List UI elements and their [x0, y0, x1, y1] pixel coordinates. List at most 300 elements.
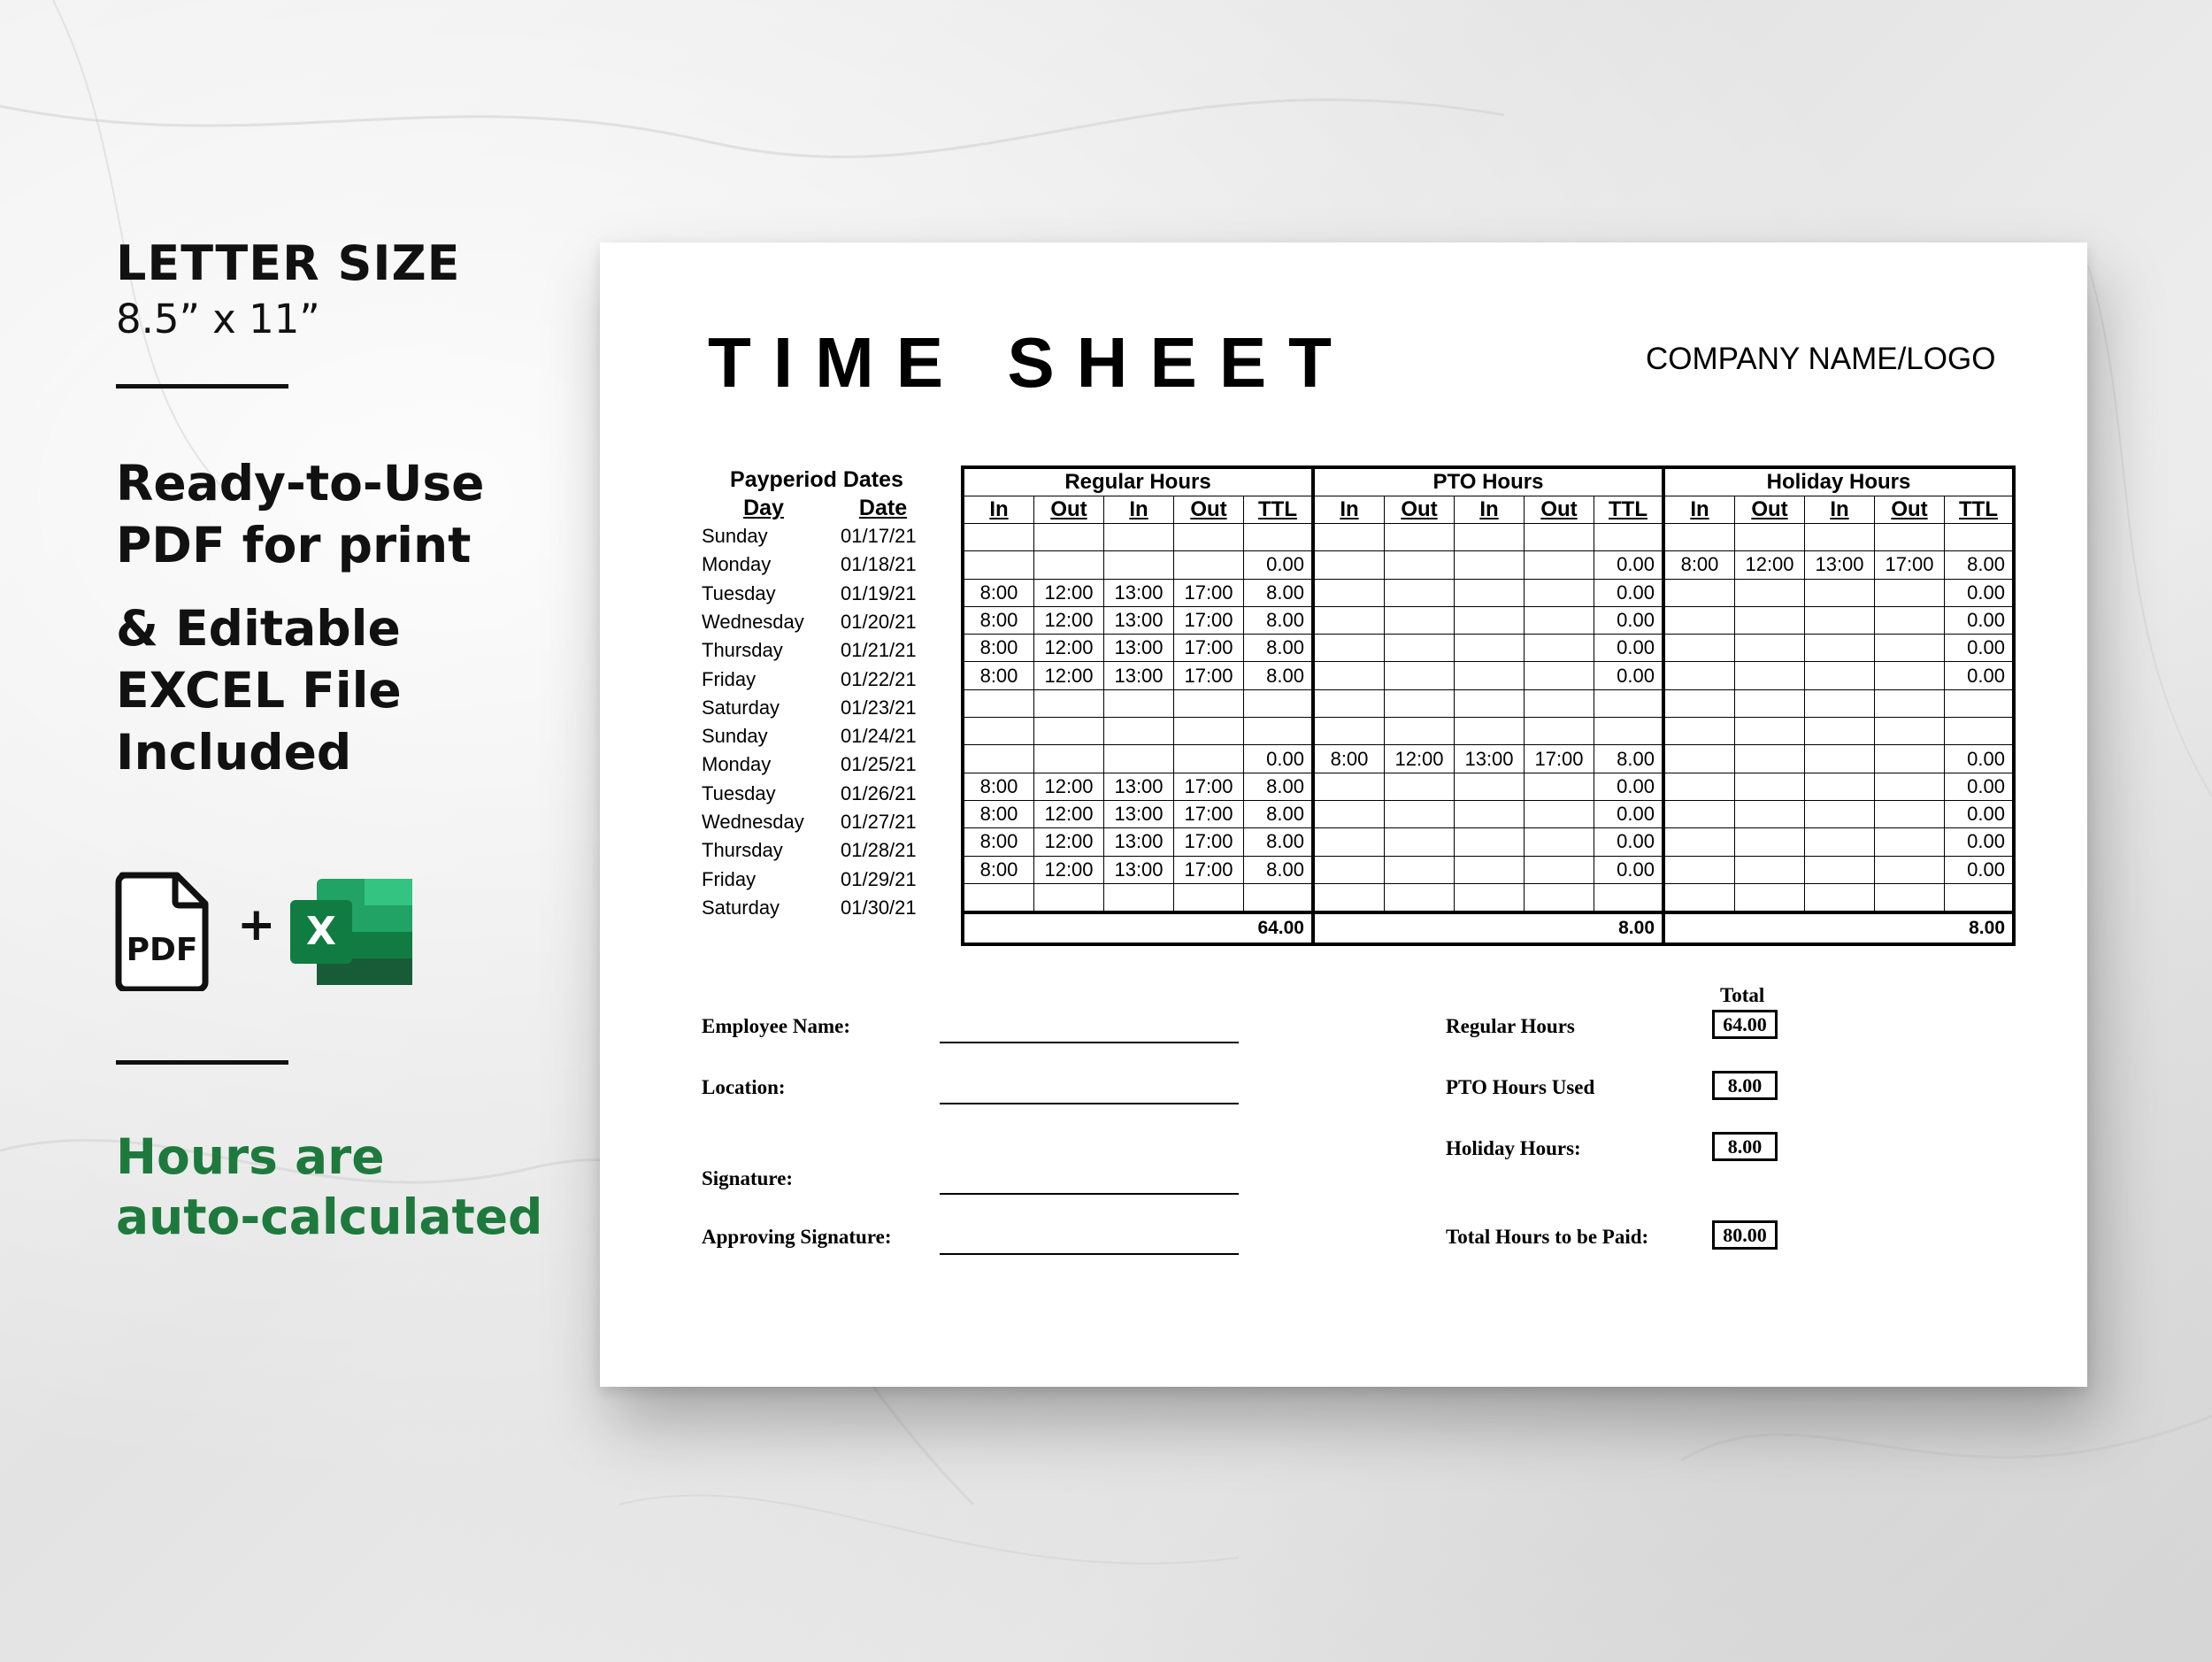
hours-cell[interactable]	[1663, 606, 1735, 634]
hours-cell[interactable]	[1313, 773, 1385, 800]
hours-cell[interactable]	[963, 689, 1034, 717]
day-row	[702, 694, 932, 722]
hours-cell[interactable]: 0.00	[1594, 606, 1664, 634]
file-format-icons	[113, 872, 432, 996]
hours-cell[interactable]: 12:00	[1034, 800, 1104, 827]
hours-cell[interactable]	[1735, 524, 1805, 551]
hours-cell[interactable]	[1313, 662, 1385, 689]
hours-cell[interactable]	[1313, 606, 1385, 634]
hours-cell[interactable]	[1525, 689, 1594, 717]
hours-cell[interactable]	[1034, 718, 1104, 745]
hours-cell[interactable]	[1875, 856, 1945, 883]
hours-cell[interactable]	[1875, 606, 1945, 634]
hours-cell[interactable]	[1735, 745, 1805, 773]
hours-cell[interactable]	[1945, 883, 2015, 912]
hours-cell[interactable]	[1525, 800, 1594, 827]
feature-line: EXCEL File	[116, 662, 402, 719]
hours-cell[interactable]: 17:00	[1875, 551, 1945, 579]
column-header: Out	[1875, 496, 1945, 524]
hours-cell[interactable]	[1034, 524, 1104, 551]
hours-cell[interactable]: 8:00	[963, 606, 1034, 634]
hours-cell[interactable]	[1735, 800, 1805, 827]
hours-cell[interactable]: 17:00	[1174, 606, 1244, 634]
column-header: TTL	[1594, 496, 1664, 524]
day-cell: Thursday	[702, 839, 783, 862]
hours-cell[interactable]	[1805, 689, 1875, 717]
hours-cell[interactable]	[1525, 662, 1594, 689]
hours-cell[interactable]: 0.00	[1945, 606, 2015, 634]
hours-cell[interactable]: 0.00	[1244, 551, 1314, 579]
day-row	[702, 550, 932, 579]
date-cell: 01/18/21	[841, 553, 917, 576]
hours-cell[interactable]	[1663, 828, 1735, 856]
hours-cell[interactable]: 8:00	[963, 856, 1034, 883]
hours-cell[interactable]: 12:00	[1034, 635, 1104, 662]
excel-file-icon	[290, 877, 414, 987]
hours-cell[interactable]	[1525, 524, 1594, 551]
hours-cell[interactable]	[1663, 745, 1735, 773]
hours-cell[interactable]	[1594, 524, 1664, 551]
hours-cell[interactable]: 0.00	[1594, 662, 1664, 689]
hours-cell[interactable]	[1525, 773, 1594, 800]
hours-cell[interactable]	[1875, 579, 1945, 606]
hours-cell[interactable]: 17:00	[1525, 745, 1594, 773]
hours-cell[interactable]	[1244, 689, 1314, 717]
hours-cell[interactable]: 17:00	[1174, 773, 1244, 800]
summary-regular-value: 64.00	[1712, 1010, 1778, 1039]
hours-cell[interactable]: 8:00	[963, 635, 1034, 662]
hours-cell[interactable]	[1104, 883, 1174, 912]
table-row	[963, 524, 2014, 551]
hours-cell[interactable]	[1945, 689, 2015, 717]
hours-cell[interactable]: 0.00	[1945, 635, 2015, 662]
hours-cell[interactable]	[1385, 718, 1455, 745]
hours-cell[interactable]: 0.00	[1594, 551, 1664, 579]
day-cell: Tuesday	[702, 581, 776, 604]
hours-cell[interactable]	[1313, 635, 1385, 662]
hours-cell[interactable]	[1455, 635, 1525, 662]
letter-size-dimensions: 8.5” x 11”	[116, 296, 320, 342]
hours-cell[interactable]	[1805, 579, 1875, 606]
page-title: TIME SHEET	[708, 323, 1355, 402]
hours-cell[interactable]	[1104, 718, 1174, 745]
hours-cell[interactable]	[1663, 524, 1735, 551]
hours-cell[interactable]	[1663, 773, 1735, 800]
hours-cell[interactable]: 8:00	[1313, 745, 1385, 773]
hours-cell[interactable]: 17:00	[1174, 828, 1244, 856]
hours-cell[interactable]	[1313, 524, 1385, 551]
date-cell: 01/27/21	[841, 811, 917, 833]
hours-cell[interactable]: 8.00	[1244, 800, 1314, 827]
feature-text	[116, 452, 576, 783]
hours-cell[interactable]: 12:00	[1034, 773, 1104, 800]
hours-cell[interactable]	[1875, 883, 1945, 912]
hours-cell[interactable]	[1663, 635, 1735, 662]
hours-cell[interactable]	[1805, 606, 1875, 634]
hours-cell[interactable]	[1875, 773, 1945, 800]
hours-cell[interactable]: 12:00	[1034, 606, 1104, 634]
hours-cell[interactable]	[1875, 745, 1945, 773]
hours-cell[interactable]: 0.00	[1945, 579, 2015, 606]
hours-cell[interactable]	[963, 883, 1034, 912]
table-row	[963, 883, 2014, 912]
date-cell: 01/23/21	[841, 696, 917, 719]
hours-cell[interactable]	[1594, 689, 1664, 717]
hours-cell[interactable]	[1385, 606, 1455, 634]
hours-cell[interactable]	[1455, 662, 1525, 689]
hours-cell[interactable]	[1875, 662, 1945, 689]
column-header: Out	[1034, 496, 1104, 524]
hours-cell[interactable]: 17:00	[1174, 579, 1244, 606]
hours-cell[interactable]	[1735, 579, 1805, 606]
hours-cell[interactable]	[1455, 828, 1525, 856]
hours-cell[interactable]	[1455, 883, 1525, 912]
feature-line: & Editable	[116, 600, 401, 657]
hours-cell[interactable]: 0.00	[1594, 635, 1664, 662]
hours-cell[interactable]: 13:00	[1104, 800, 1174, 827]
hours-cell[interactable]	[1313, 689, 1385, 717]
hours-cell[interactable]	[1805, 662, 1875, 689]
hours-cell[interactable]: 12:00	[1034, 828, 1104, 856]
hours-cell[interactable]	[963, 745, 1034, 773]
hours-cell[interactable]: 8.00	[1945, 551, 2015, 579]
day-row	[702, 522, 932, 550]
location-line[interactable]	[940, 1103, 1239, 1104]
day-row	[702, 722, 932, 750]
hours-cell[interactable]	[1174, 745, 1244, 773]
hours-cell[interactable]	[1385, 689, 1455, 717]
day-row	[702, 750, 932, 779]
hours-cell[interactable]	[1735, 718, 1805, 745]
hours-cell[interactable]	[1663, 662, 1735, 689]
hours-cell[interactable]	[1034, 883, 1104, 912]
hours-cell[interactable]: 0.00	[1945, 662, 2015, 689]
day-cell: Thursday	[702, 639, 783, 662]
hours-cell[interactable]: 8.00	[1244, 579, 1314, 606]
hours-cell[interactable]	[1385, 579, 1455, 606]
hours-cell[interactable]	[1385, 883, 1455, 912]
hours-cell[interactable]: 13:00	[1455, 745, 1525, 773]
plus-sign: +	[237, 898, 276, 951]
day-cell: Wednesday	[702, 811, 804, 833]
hours-cell[interactable]	[1663, 718, 1735, 745]
payperiod-header: Payperiod Dates	[730, 467, 903, 492]
hours-cell[interactable]: 0.00	[1945, 800, 2015, 827]
column-header: In	[1805, 496, 1875, 524]
hours-cell[interactable]	[1455, 524, 1525, 551]
day-row	[702, 836, 932, 865]
hours-cell[interactable]	[1525, 883, 1594, 912]
hours-cell[interactable]	[1174, 551, 1244, 579]
hours-cell[interactable]: 13:00	[1104, 606, 1174, 634]
hours-cell[interactable]	[963, 524, 1034, 551]
pdf-file-icon	[113, 872, 211, 991]
hours-cell[interactable]	[963, 551, 1034, 579]
hours-cell[interactable]	[1385, 662, 1455, 689]
hours-cell[interactable]: 13:00	[1104, 856, 1174, 883]
hours-cell[interactable]	[1104, 551, 1174, 579]
hours-cell[interactable]	[1735, 689, 1805, 717]
hours-cell[interactable]	[1525, 579, 1594, 606]
hours-cell[interactable]	[1385, 524, 1455, 551]
feature-line: PDF for print	[116, 517, 472, 573]
approving-signature-line[interactable]	[940, 1253, 1239, 1255]
hours-cell[interactable]	[1313, 551, 1385, 579]
column-header: TTL	[1244, 496, 1314, 524]
group-total: 8.00	[1663, 912, 2014, 944]
hours-cell[interactable]	[1663, 579, 1735, 606]
hours-cell[interactable]	[1805, 856, 1875, 883]
hours-cell[interactable]	[1385, 551, 1455, 579]
hours-cell[interactable]	[1385, 635, 1455, 662]
hours-cell[interactable]	[1034, 745, 1104, 773]
day-cell: Sunday	[702, 725, 768, 748]
hours-cell[interactable]	[1525, 718, 1594, 745]
hours-cell[interactable]: 17:00	[1174, 856, 1244, 883]
column-header: TTL	[1945, 496, 2015, 524]
hours-cell[interactable]: 8.00	[1244, 828, 1314, 856]
hours-cell[interactable]	[1805, 524, 1875, 551]
hours-cell[interactable]	[1945, 718, 2015, 745]
table-row	[963, 828, 2014, 856]
hours-cell[interactable]	[1244, 524, 1314, 551]
table-row	[963, 551, 2014, 579]
hours-cell[interactable]	[1313, 579, 1385, 606]
day-row	[702, 780, 932, 808]
group-header: Holiday Hours	[1663, 467, 2014, 496]
hours-cell[interactable]: 17:00	[1174, 662, 1244, 689]
group-total: 8.00	[1313, 912, 1663, 944]
hours-cell[interactable]: 0.00	[1945, 856, 2015, 883]
summary-regular-label: Regular Hours	[1446, 1015, 1575, 1037]
hours-cell[interactable]	[1735, 662, 1805, 689]
hours-cell[interactable]	[1525, 828, 1594, 856]
hours-cell[interactable]	[1663, 883, 1735, 912]
date-cell: 01/25/21	[841, 753, 917, 776]
hours-cell[interactable]	[1735, 856, 1805, 883]
date-cell: 01/30/21	[841, 896, 917, 919]
hours-cell[interactable]: 8.00	[1244, 662, 1314, 689]
hours-cell[interactable]	[1663, 800, 1735, 827]
hours-cell[interactable]: 17:00	[1174, 800, 1244, 827]
hours-cell[interactable]	[1663, 856, 1735, 883]
day-row	[702, 608, 932, 636]
hours-cell[interactable]	[1385, 856, 1455, 883]
hours-cell[interactable]	[1313, 856, 1385, 883]
hours-cell[interactable]	[1805, 800, 1875, 827]
hours-cell[interactable]: 8:00	[963, 800, 1034, 827]
hours-cell[interactable]	[1455, 689, 1525, 717]
hours-cell[interactable]	[1104, 745, 1174, 773]
group-header: Regular Hours	[963, 467, 1313, 496]
hours-cell[interactable]	[1525, 635, 1594, 662]
hours-cell[interactable]: 8.00	[1244, 856, 1314, 883]
hours-cell[interactable]	[1174, 524, 1244, 551]
day-row	[702, 666, 932, 694]
hours-cell[interactable]	[1385, 800, 1455, 827]
hours-cell[interactable]: 8.00	[1594, 745, 1664, 773]
hours-cell[interactable]: 12:00	[1034, 579, 1104, 606]
hours-cell[interactable]	[1104, 524, 1174, 551]
table-row	[963, 579, 2014, 606]
company-logo-placeholder: COMPANY NAME/LOGO	[1646, 342, 1996, 376]
hours-cell[interactable]	[1455, 800, 1525, 827]
promo-panel	[116, 232, 576, 783]
hours-cell[interactable]	[1594, 883, 1664, 912]
hours-cell[interactable]: 8:00	[1663, 551, 1735, 579]
table-row	[963, 773, 2014, 800]
hours-cell[interactable]	[1455, 718, 1525, 745]
hours-cell[interactable]: 0.00	[1244, 745, 1314, 773]
hours-cell[interactable]	[1663, 689, 1735, 717]
hours-cell[interactable]	[1875, 635, 1945, 662]
hours-cell[interactable]: 0.00	[1594, 773, 1664, 800]
hours-cell[interactable]	[1174, 883, 1244, 912]
hours-cell[interactable]	[1875, 800, 1945, 827]
signature-line[interactable]	[940, 1193, 1239, 1195]
group-total: 64.00	[963, 912, 1313, 944]
hours-cell[interactable]	[1805, 718, 1875, 745]
day-row	[702, 808, 932, 836]
column-header: In	[963, 496, 1034, 524]
hours-cell[interactable]: 0.00	[1594, 856, 1664, 883]
day-cell: Monday	[702, 753, 772, 776]
hours-cell[interactable]: 13:00	[1104, 828, 1174, 856]
date-header: Date	[858, 496, 908, 520]
hours-cell[interactable]	[1034, 551, 1104, 579]
summary-total-header: Total	[1720, 984, 1765, 1006]
hours-cell[interactable]	[1875, 524, 1945, 551]
hours-cell[interactable]	[1525, 856, 1594, 883]
hours-cell[interactable]: 8:00	[963, 773, 1034, 800]
hours-cell[interactable]	[1313, 883, 1385, 912]
hours-cell[interactable]	[1735, 828, 1805, 856]
summary-pto-label: PTO Hours Used	[1446, 1076, 1595, 1098]
hours-cell[interactable]	[1945, 524, 2015, 551]
employee-name-line[interactable]	[940, 1042, 1239, 1043]
hours-cell[interactable]	[1313, 718, 1385, 745]
hours-cell[interactable]: 8.00	[1244, 773, 1314, 800]
hours-cell[interactable]	[1875, 828, 1945, 856]
table-row	[963, 800, 2014, 827]
hours-cell[interactable]: 8:00	[963, 828, 1034, 856]
column-header: In	[1313, 496, 1385, 524]
hours-cell[interactable]	[1174, 718, 1244, 745]
hours-cell[interactable]: 17:00	[1174, 635, 1244, 662]
hours-cell[interactable]	[1244, 883, 1314, 912]
divider	[116, 1060, 288, 1065]
hours-cell[interactable]	[1875, 718, 1945, 745]
hours-cell[interactable]	[1735, 883, 1805, 912]
hours-cell[interactable]: 13:00	[1805, 551, 1875, 579]
hours-cell[interactable]	[1455, 606, 1525, 634]
timesheet-document	[600, 242, 2087, 1387]
date-cell: 01/26/21	[841, 781, 917, 804]
hours-cell[interactable]: 12:00	[1385, 745, 1455, 773]
hours-cell[interactable]: 0.00	[1594, 828, 1664, 856]
approving-signature-label: Approving Signature:	[702, 1226, 892, 1248]
hours-cell[interactable]: 13:00	[1104, 662, 1174, 689]
hours-cell[interactable]	[1244, 718, 1314, 745]
feature-line: Ready-to-Use	[116, 455, 485, 512]
date-cell: 01/24/21	[841, 725, 917, 748]
hours-cell[interactable]	[1805, 883, 1875, 912]
date-cell: 01/17/21	[841, 525, 917, 547]
hours-cell[interactable]	[1174, 689, 1244, 717]
hours-cell[interactable]	[1385, 828, 1455, 856]
employee-name-label: Employee Name:	[702, 1015, 850, 1037]
hours-cell[interactable]: 0.00	[1594, 800, 1664, 827]
day-cell: Monday	[702, 553, 772, 576]
hours-cell[interactable]: 13:00	[1104, 579, 1174, 606]
day-row	[702, 866, 932, 894]
hours-cell[interactable]	[1805, 745, 1875, 773]
hours-cell[interactable]	[1313, 828, 1385, 856]
hours-cell[interactable]: 12:00	[1034, 662, 1104, 689]
hours-cell[interactable]: 13:00	[1104, 773, 1174, 800]
hours-cell[interactable]	[1735, 635, 1805, 662]
date-cell: 01/29/21	[841, 867, 917, 890]
table-row	[963, 662, 2014, 689]
svg-text:PDF: PDF	[126, 932, 198, 968]
hours-cell[interactable]	[1455, 579, 1525, 606]
hours-cell[interactable]: 8:00	[963, 579, 1034, 606]
hours-cell[interactable]	[1735, 773, 1805, 800]
hours-cell[interactable]	[1805, 773, 1875, 800]
divider	[116, 384, 288, 389]
day-cell: Friday	[702, 667, 757, 690]
date-cell: 01/22/21	[841, 667, 917, 690]
hours-cell[interactable]: 12:00	[1735, 551, 1805, 579]
hours-cell[interactable]: 13:00	[1104, 635, 1174, 662]
date-cell: 01/19/21	[841, 581, 917, 604]
feature-line: Included	[116, 724, 352, 781]
hours-cell[interactable]	[1735, 606, 1805, 634]
hours-cell[interactable]	[1455, 551, 1525, 579]
hours-cell[interactable]: 8.00	[1244, 606, 1314, 634]
hours-cell[interactable]: 8.00	[1244, 635, 1314, 662]
date-cell: 01/20/21	[841, 610, 917, 633]
table-row	[963, 606, 2014, 634]
hours-cell[interactable]	[1455, 856, 1525, 883]
hours-cell[interactable]: 8:00	[963, 662, 1034, 689]
hours-cell[interactable]	[1525, 551, 1594, 579]
letter-size-title: LETTER SIZE	[116, 235, 461, 291]
hours-cell[interactable]: 0.00	[1594, 579, 1664, 606]
summary-paid-value: 80.00	[1712, 1220, 1778, 1250]
day-cell: Saturday	[702, 696, 780, 719]
promo-bottom	[116, 1060, 576, 1247]
hours-cell[interactable]	[1805, 635, 1875, 662]
hours-cell[interactable]: 0.00	[1945, 773, 2015, 800]
hours-cell[interactable]	[1875, 689, 1945, 717]
hours-cell[interactable]	[1385, 773, 1455, 800]
column-header: Out	[1385, 496, 1455, 524]
hours-cell[interactable]	[1455, 773, 1525, 800]
table-row	[963, 856, 2014, 883]
hours-cell[interactable]: 0.00	[1945, 828, 2015, 856]
hours-cell[interactable]	[1313, 800, 1385, 827]
hours-cell[interactable]	[963, 718, 1034, 745]
hours-cell[interactable]: 0.00	[1945, 745, 2015, 773]
hours-cell[interactable]	[1594, 718, 1664, 745]
hours-cell[interactable]	[1104, 689, 1174, 717]
hours-cell[interactable]	[1034, 689, 1104, 717]
table-row	[963, 635, 2014, 662]
hours-cell[interactable]	[1525, 606, 1594, 634]
hours-cell[interactable]: 12:00	[1034, 856, 1104, 883]
hours-cell[interactable]	[1805, 828, 1875, 856]
